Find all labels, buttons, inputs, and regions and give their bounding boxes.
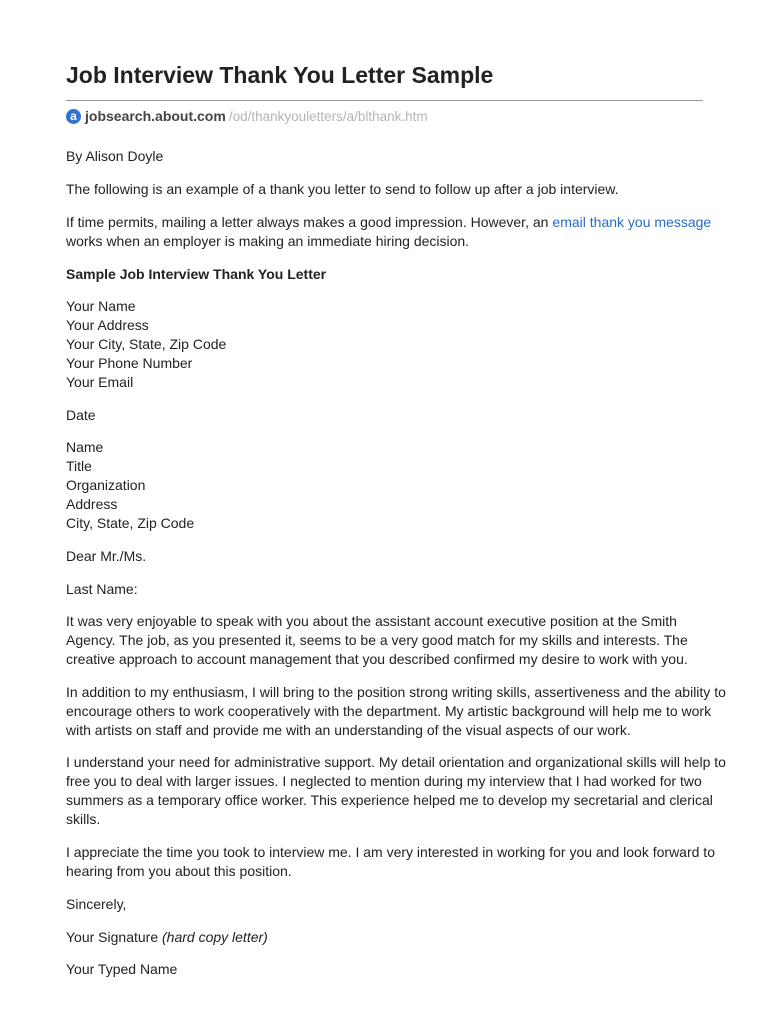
- body-paragraph: [66, 612, 706, 669]
- source-domain[interactable]: jobsearch.about.com: [85, 108, 226, 124]
- date-line: Date: [66, 407, 96, 423]
- body-paragraph: [66, 683, 726, 740]
- intro-paragraph: The following is an example of a thank you letter to send to follow up after a job interview.: [66, 181, 619, 197]
- byline: By Alison Doyle: [66, 148, 164, 164]
- permits-text-line2: works when an employer is making an immediate hiring decision.: [66, 233, 470, 249]
- paragraph-line: summers as a temporary office worker. This experience helped me to develop my secretarial and clerical: [66, 792, 713, 808]
- recipient-line: Address: [66, 496, 118, 512]
- typed-name: Your Typed Name: [66, 961, 178, 977]
- signature-label: Your Signature: [66, 929, 159, 945]
- sender-line: Your Address: [66, 317, 149, 333]
- paragraph-line: free you to deal with larger issues. I neglected to mention during my interview that I had worked for two: [66, 773, 702, 789]
- sender-line: Your Phone Number: [66, 355, 193, 371]
- source-path[interactable]: /od/thankyouletters/a/blthank.htm: [228, 108, 428, 124]
- paragraph-line: skills.: [66, 811, 101, 827]
- body-paragraph: [66, 753, 726, 829]
- email-thank-you-link[interactable]: email thank you message: [552, 214, 712, 230]
- sample-heading: Sample Job Interview Thank You Letter: [66, 266, 327, 282]
- paragraph-line: encourage others to work cooperatively with the department. My artistic background will help me to work: [66, 703, 712, 719]
- recipient-line: Name: [66, 439, 104, 455]
- sender-line: Your Name: [66, 298, 136, 314]
- sender-address-block: [66, 297, 706, 392]
- paragraph-line: In addition to my enthusiasm, I will bring to the position strong writing skills, assertiveness and the ability to: [66, 684, 726, 700]
- salutation: Dear Mr./Ms.: [66, 548, 147, 564]
- recipient-line: Organization: [66, 477, 146, 493]
- page-title: Job Interview Thank You Letter Sample: [66, 62, 494, 88]
- permits-text: If time permits, mailing a letter always makes a good impression. However, an: [66, 214, 549, 230]
- paragraph-line: It was very enjoyable to speak with you about the assistant account executive position at the Smith: [66, 613, 677, 629]
- paragraph-line: creative approach to account management that you described confirmed my desire to work with you.: [66, 651, 688, 667]
- paragraph-line: hearing from you about this position.: [66, 863, 292, 879]
- last-name-line: Last Name:: [66, 581, 138, 597]
- sender-line: Your Email: [66, 374, 134, 390]
- permits-paragraph: [66, 213, 712, 251]
- signature-line: [66, 928, 706, 947]
- title-divider: [66, 100, 703, 101]
- paragraph-line: with artists on staff and provide me with an understanding of the visual aspects of our work.: [66, 722, 631, 738]
- closing: Sincerely,: [66, 896, 127, 912]
- sender-line: Your City, State, Zip Code: [66, 336, 227, 352]
- recipient-address-block: [66, 438, 706, 533]
- recipient-line: Title: [66, 458, 92, 474]
- signature-hint: (hard copy letter): [162, 929, 268, 945]
- source-link[interactable]: [66, 107, 428, 125]
- paragraph-line: I understand your need for administrative support. My detail orientation and organizational skills will help to: [66, 754, 726, 770]
- recipient-line: City, State, Zip Code: [66, 515, 195, 531]
- about-logo-icon: a: [66, 109, 81, 124]
- body-paragraph: [66, 843, 715, 881]
- paragraph-line: I appreciate the time you took to interview me. I am very interested in working for you and look forward to: [66, 844, 715, 860]
- paragraph-line: Agency. The job, as you presented it, seems to be a very good match for my skills and interests. The: [66, 632, 688, 648]
